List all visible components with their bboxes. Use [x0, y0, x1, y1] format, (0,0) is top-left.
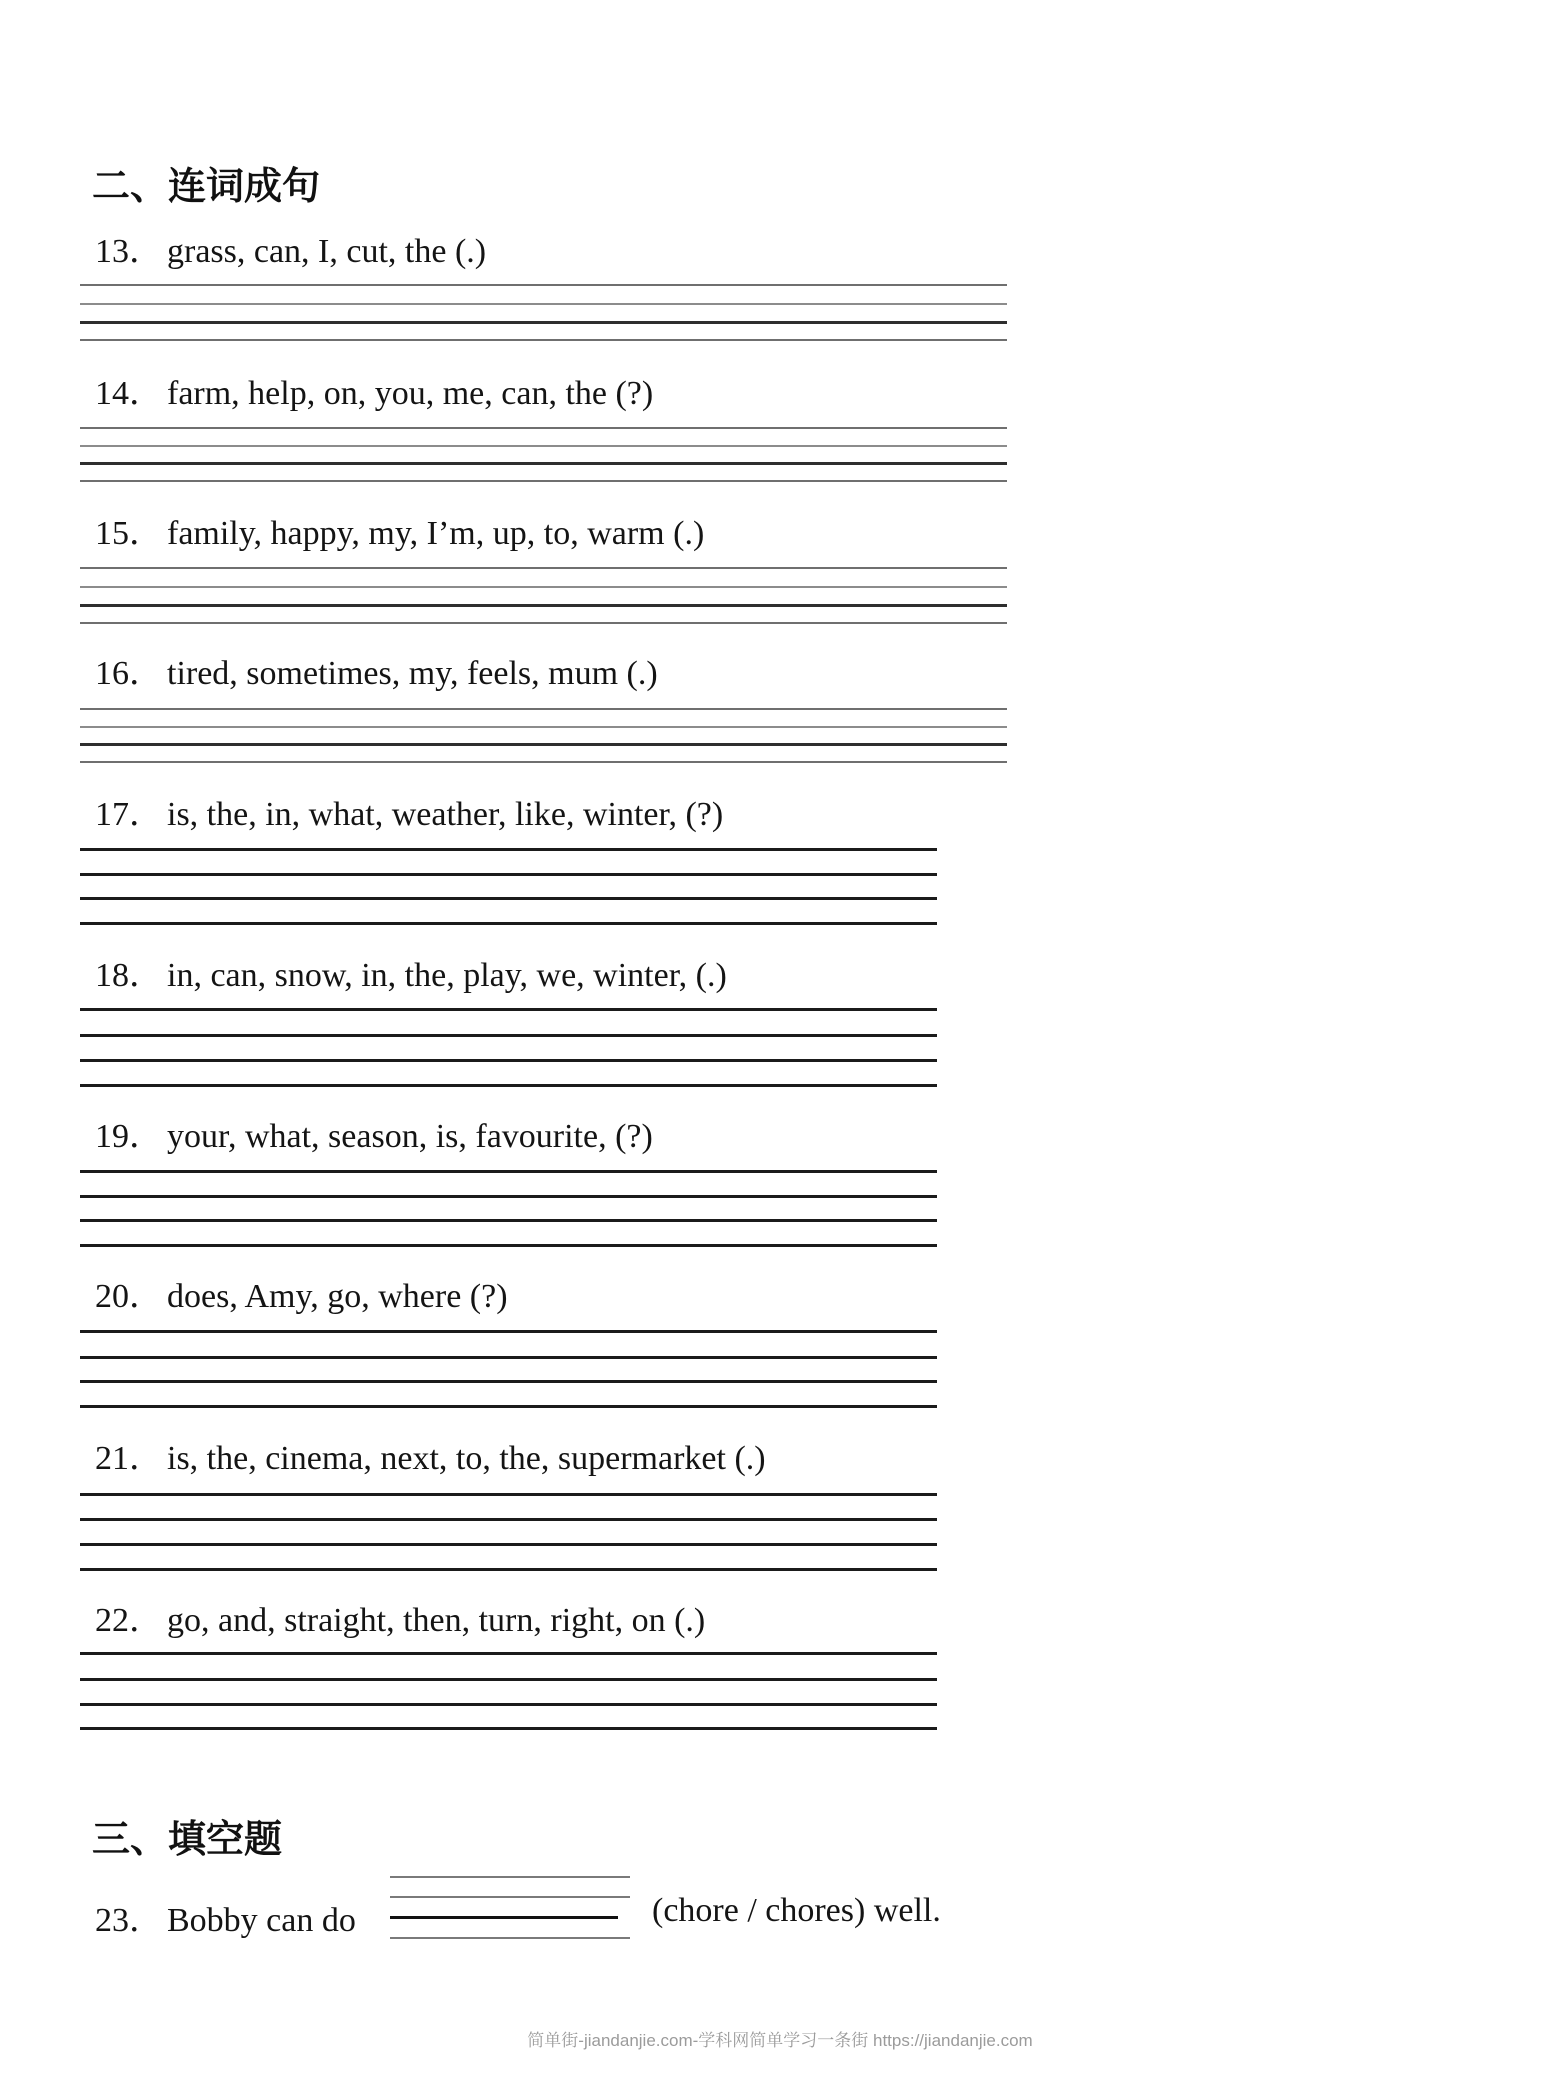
answer-line	[80, 1195, 937, 1198]
answer-line	[80, 1219, 937, 1222]
question-14-words: farm, help, on, you, me, can, the (?)	[167, 375, 654, 412]
answer-line	[80, 445, 1007, 447]
question-23-number: 23．	[95, 1902, 163, 1939]
answer-line	[80, 1059, 937, 1062]
question-22-number: 22．	[95, 1602, 163, 1639]
answer-line	[80, 1356, 937, 1359]
question-16-words: tired, sometimes, my, feels, mum (.)	[167, 655, 658, 692]
section2-title: 二、连词成句	[92, 166, 321, 208]
answer-line	[80, 567, 1007, 569]
question-15-words: family, happy, my, I’m, up, to, warm (.)	[167, 515, 705, 552]
question-22-text	[95, 1592, 705, 1641]
answer-line	[80, 761, 1007, 763]
question-19-text	[95, 1108, 653, 1157]
answer-line	[80, 427, 1007, 429]
question-16-number: 16．	[95, 655, 163, 692]
answer-line	[80, 622, 1007, 624]
answer-line	[80, 1543, 937, 1546]
question-16-text	[95, 645, 658, 694]
answer-line	[80, 303, 1007, 305]
question-21-number: 21．	[95, 1440, 163, 1477]
question-19-words: your, what, season, is, favourite, (?)	[167, 1118, 653, 1155]
answer-line	[80, 1380, 937, 1383]
question-20-words: does, Amy, go, where (?)	[167, 1278, 508, 1315]
answer-line	[80, 1034, 937, 1037]
question-17-number: 17．	[95, 796, 163, 833]
question-18-words: in, can, snow, in, the, play, we, winter, (.)	[167, 957, 727, 994]
question-13-number: 13．	[95, 233, 163, 270]
question-18-number: 18．	[95, 957, 163, 994]
answer-line	[80, 1727, 937, 1730]
question-21-text	[95, 1430, 766, 1479]
question-20-text	[95, 1268, 508, 1317]
answer-line	[80, 339, 1007, 341]
question-21-words: is, the, cinema, next, to, the, supermarket (.)	[167, 1440, 766, 1477]
question-13-text	[95, 223, 486, 272]
question-23-suffix: (chore / chores) well.	[652, 1892, 941, 1929]
answer-line	[80, 873, 937, 876]
question-22-words: go, and, straight, then, turn, right, on (.)	[167, 1602, 706, 1639]
answer-line	[80, 897, 937, 900]
answer-line	[80, 1008, 937, 1011]
question-13-words: grass, can, I, cut, the (.)	[167, 233, 487, 270]
question-15-number: 15．	[95, 515, 163, 552]
answer-line	[80, 922, 937, 925]
question-14-text	[95, 365, 653, 414]
answer-line	[80, 284, 1007, 286]
answer-line	[80, 586, 1007, 588]
answer-line	[80, 726, 1007, 728]
answer-line	[80, 1518, 937, 1521]
question-17-text	[95, 786, 723, 835]
answer-line	[80, 1330, 937, 1333]
answer-line	[80, 480, 1007, 482]
fill-blank-grid-line	[390, 1896, 630, 1898]
answer-line	[80, 321, 1007, 324]
answer-line	[80, 462, 1007, 465]
answer-line	[80, 848, 937, 851]
answer-line	[80, 1244, 937, 1247]
answer-line	[80, 708, 1007, 710]
answer-line	[80, 1678, 937, 1681]
question-20-number: 20．	[95, 1278, 163, 1315]
fill-blank-answer-line	[390, 1916, 618, 1919]
answer-line	[80, 743, 1007, 746]
answer-line	[80, 1568, 937, 1571]
answer-line	[80, 604, 1007, 607]
question-19-number: 19．	[95, 1118, 163, 1155]
fill-blank-grid-line	[390, 1876, 630, 1878]
question-15-text	[95, 505, 704, 554]
question-23-prefix: Bobby can do	[167, 1902, 356, 1939]
answer-line	[80, 1170, 937, 1173]
question-23-text	[95, 1892, 356, 1941]
answer-line	[80, 1703, 937, 1706]
answer-line	[80, 1084, 937, 1087]
footer-watermark: 简单街-jiandanjie.com-学科网简单学习一条街 https://jiandanjie.com	[527, 2031, 1033, 2050]
fill-blank-grid-line	[390, 1937, 630, 1939]
question-17-words: is, the, in, what, weather, like, winter, (?)	[167, 796, 724, 833]
question-14-number: 14．	[95, 375, 163, 412]
answer-line	[80, 1405, 937, 1408]
answer-line	[80, 1493, 937, 1496]
section3-title: 三、填空题	[92, 1819, 283, 1861]
question-18-text	[95, 947, 727, 996]
answer-line	[80, 1652, 937, 1655]
